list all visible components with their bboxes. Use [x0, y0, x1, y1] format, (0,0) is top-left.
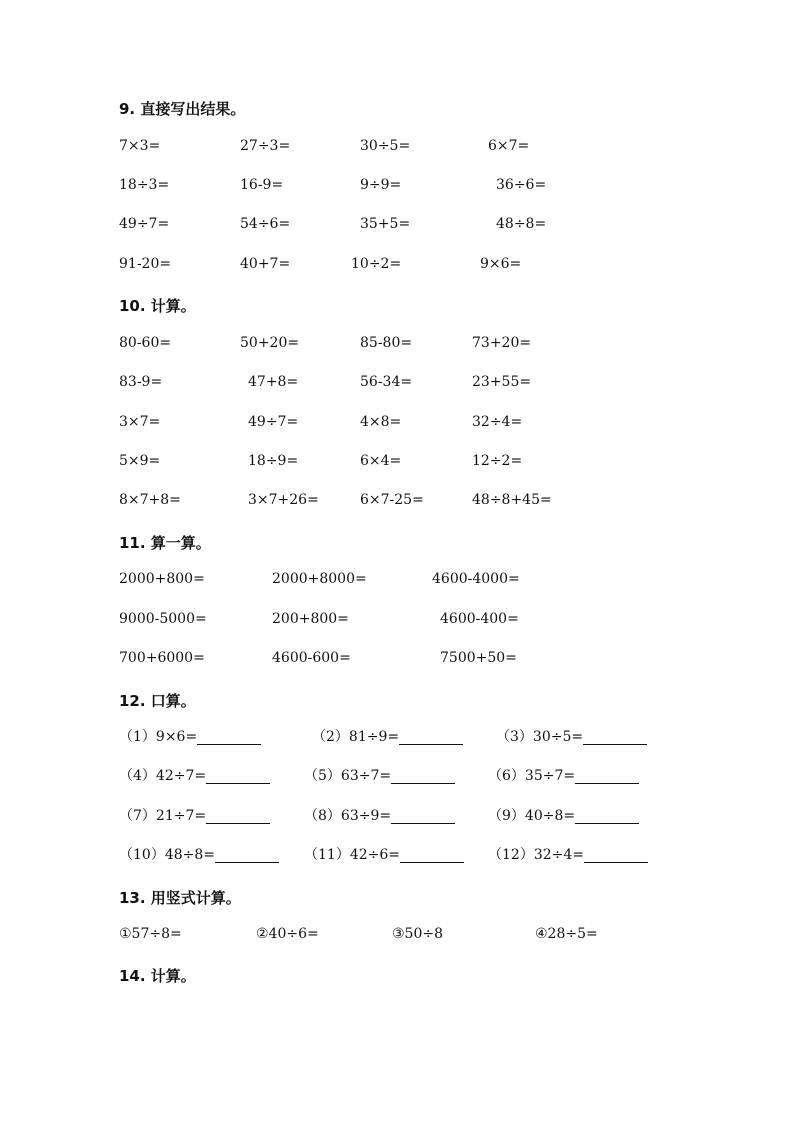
problem: 4×8= — [360, 414, 402, 430]
fill-in-problem — [304, 847, 464, 863]
answer-blank[interactable] — [399, 730, 463, 745]
problem: 4600-400= — [440, 611, 519, 627]
problem: 3×7+26= — [248, 492, 319, 508]
answer-blank[interactable] — [391, 769, 455, 784]
problem: 50+20= — [240, 335, 300, 351]
problem: 6×7-25= — [360, 492, 424, 508]
problem-text: （4）42÷7= — [119, 768, 207, 784]
problem: 80-60= — [119, 335, 172, 351]
problem: 27÷3= — [240, 138, 291, 154]
problem: 48÷8= — [496, 216, 547, 232]
problem: ④28÷5= — [535, 926, 598, 942]
problem: 48÷8+45= — [472, 492, 552, 508]
problem: 3×7= — [119, 414, 161, 430]
problem: 4600-4000= — [432, 571, 520, 587]
problem: 2000+800= — [119, 571, 205, 587]
problem: 91-20= — [119, 256, 172, 272]
problem-text: （2）81÷9= — [312, 729, 400, 745]
problem: 23+55= — [472, 374, 532, 390]
problem: 30÷5= — [360, 138, 411, 154]
problem: 5×9= — [119, 453, 161, 469]
answer-blank[interactable] — [197, 730, 261, 745]
problem: 9000-5000= — [119, 611, 207, 627]
problem: 8×7+8= — [119, 492, 181, 508]
problem: ③50÷8 — [392, 926, 444, 942]
problem: 700+6000= — [119, 650, 205, 666]
answer-blank[interactable] — [206, 769, 270, 784]
problem-text: （9）40÷8= — [488, 808, 576, 824]
problem: 73+20= — [472, 335, 532, 351]
problem: 49÷7= — [248, 414, 299, 430]
problem: 2000+8000= — [272, 571, 367, 587]
fill-in-problem — [312, 729, 463, 745]
fill-in-problem — [119, 847, 279, 863]
section-9-title: 9. 直接写出结果。 — [119, 100, 246, 118]
problem: 40+7= — [240, 256, 291, 272]
problem: 85-80= — [360, 335, 413, 351]
fill-in-problem — [488, 768, 639, 784]
fill-in-problem — [488, 808, 639, 824]
answer-blank[interactable] — [400, 848, 464, 863]
problem-text: （11）42÷6= — [304, 847, 400, 863]
problem: 83-9= — [119, 374, 163, 390]
problem: 200+800= — [272, 611, 349, 627]
problem: 9÷9= — [360, 177, 402, 193]
problem-text: （8）63÷9= — [304, 808, 392, 824]
problem-text: （3）30÷5= — [496, 729, 584, 745]
fill-in-problem — [496, 729, 647, 745]
problem-text: （5）63÷7= — [304, 768, 392, 784]
section-12-title: 12. 口算。 — [119, 692, 196, 710]
problem: 6×4= — [360, 453, 402, 469]
answer-blank[interactable] — [575, 809, 639, 824]
section-11-title: 11. 算一算。 — [119, 534, 211, 552]
answer-blank[interactable] — [206, 809, 270, 824]
problem: 12÷2= — [472, 453, 523, 469]
section-10-title: 10. 计算。 — [119, 297, 196, 315]
problem: 18÷3= — [119, 177, 170, 193]
problem: 4600-600= — [272, 650, 351, 666]
problem-text: （7）21÷7= — [119, 808, 207, 824]
fill-in-problem — [119, 729, 261, 745]
section-14-title: 14. 计算。 — [119, 967, 196, 985]
problem: 54÷6= — [240, 216, 291, 232]
fill-in-problem — [119, 808, 270, 824]
problem: 47+8= — [248, 374, 299, 390]
problem-text: （1）9×6= — [119, 729, 198, 745]
problem: 9×6= — [480, 256, 522, 272]
problem: 7500+50= — [440, 650, 517, 666]
answer-blank[interactable] — [215, 848, 279, 863]
problem: 32÷4= — [472, 414, 523, 430]
problem-text: （6）35÷7= — [488, 768, 576, 784]
problem: 16-9= — [240, 177, 284, 193]
problem: 35+5= — [360, 216, 411, 232]
problem: 18÷9= — [248, 453, 299, 469]
problem: 56-34= — [360, 374, 413, 390]
problem: 36÷6= — [496, 177, 547, 193]
answer-blank[interactable] — [583, 730, 647, 745]
answer-blank[interactable] — [575, 769, 639, 784]
problem-text: （12）32÷4= — [488, 847, 584, 863]
problem: ②40÷6= — [256, 926, 319, 942]
problem-text: （10）48÷8= — [119, 847, 215, 863]
problem: 49÷7= — [119, 216, 170, 232]
fill-in-problem — [304, 768, 455, 784]
fill-in-problem — [488, 847, 648, 863]
fill-in-problem — [304, 808, 455, 824]
problem: 7×3= — [119, 138, 161, 154]
fill-in-problem — [119, 768, 270, 784]
problem: 10÷2= — [351, 256, 402, 272]
section-13-title: 13. 用竖式计算。 — [119, 889, 241, 907]
problem: ①57÷8= — [119, 926, 182, 942]
answer-blank[interactable] — [391, 809, 455, 824]
answer-blank[interactable] — [584, 848, 648, 863]
problem: 6×7= — [488, 138, 530, 154]
